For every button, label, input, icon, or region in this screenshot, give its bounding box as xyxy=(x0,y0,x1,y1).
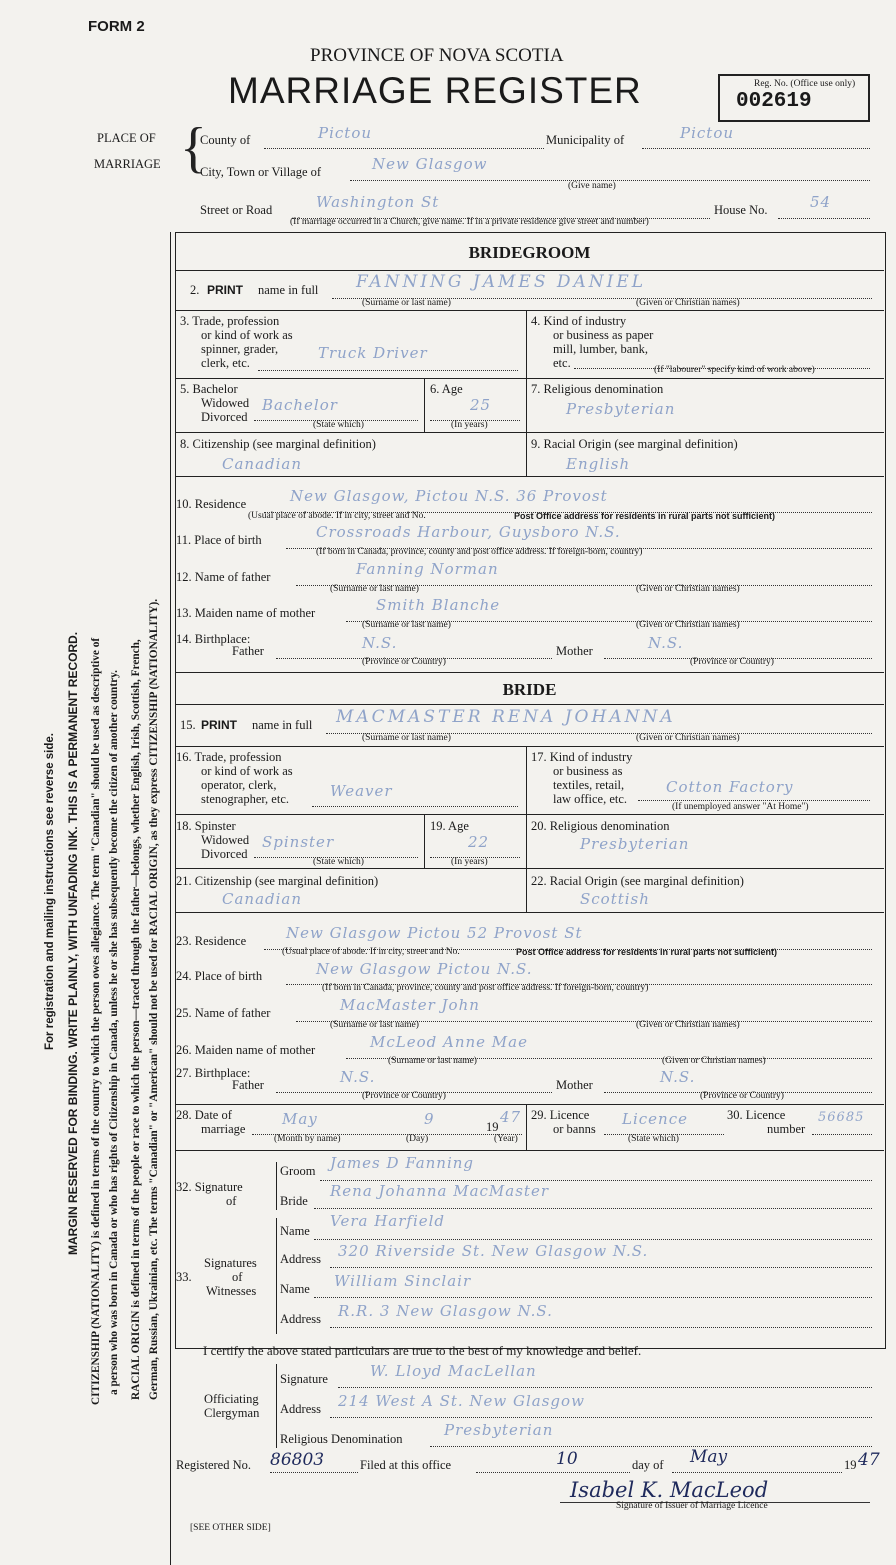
w1-address-label: Address xyxy=(280,1252,321,1266)
groom-citizenship: Canadian xyxy=(222,455,303,473)
f33-line3: Witnesses xyxy=(206,1284,257,1298)
municipality-value: Pictou xyxy=(680,124,735,142)
f3-line2: or kind of work as xyxy=(201,328,293,342)
f8-label: 8. Citizenship (see marginal definition) xyxy=(180,437,376,451)
f17-line1: 17. Kind of industry xyxy=(531,750,633,764)
groom-signature: James D Fanning xyxy=(330,1154,475,1172)
bride-racial-origin: Scottish xyxy=(580,890,650,908)
place-label-2: MARRIAGE xyxy=(94,157,161,171)
f18-line1: 18. Spinster xyxy=(176,819,236,833)
margin-note-binding: MARGIN RESERVED FOR BINDING. WRITE PLAINLY, WITH UNFADING INK. THIS IS A PERMANENT RECORD. xyxy=(66,631,80,1255)
groom-racial-origin: English xyxy=(566,455,631,473)
bride-mother-birthplace: N.S. xyxy=(660,1068,696,1086)
filed-year-prefix: 19 xyxy=(844,1458,857,1472)
f33-number: 33. xyxy=(176,1270,192,1284)
f13-label: 13. Maiden name of mother xyxy=(176,606,316,620)
f14-line2: Father xyxy=(232,644,264,658)
f4-line2: or business as paper xyxy=(553,328,654,342)
f11-note: (If born in Canada, province, county and post office address. If foreign-born, country) xyxy=(316,547,643,557)
f22-label: 22. Racial Origin (see marginal definition) xyxy=(531,874,744,888)
street-label: Street or Road xyxy=(200,203,273,217)
groom-state-which: (State which) xyxy=(313,420,364,430)
f30-line1: 30. Licence xyxy=(727,1108,786,1122)
groom-in-years: (In years) xyxy=(451,420,488,430)
margin-racial-1: RACIAL ORIGIN is defined in terms of the people or race to which the person—traced through the father—belongs, whether English, Irish, Scottish, French, xyxy=(130,639,142,1400)
f16-line3: operator, clerk, xyxy=(201,778,277,792)
marriage-day: 9 xyxy=(424,1110,435,1128)
issuer-signature: Isabel K. MacLeod xyxy=(570,1478,769,1502)
f14-prov-cap-2: (Province or Country) xyxy=(690,657,774,667)
binding-line xyxy=(170,232,171,1565)
f3-line4: clerk, etc. xyxy=(201,356,250,370)
province-heading: PROVINCE OF NOVA SCOTIA xyxy=(310,45,564,66)
f3-line3: spinner, grader, xyxy=(201,342,279,356)
f32-line2: of xyxy=(226,1194,237,1208)
f3-line1: 3. Trade, profession xyxy=(180,314,280,328)
licence-state-which: (State which) xyxy=(628,1134,679,1144)
filed-year: 47 xyxy=(858,1450,880,1470)
bride-marital-status: Spinster xyxy=(262,833,335,851)
filed-day: 10 xyxy=(556,1449,578,1469)
groom-name: FANNING JAMES DANIEL xyxy=(356,272,647,292)
f17-line3: textiles, retail, xyxy=(553,778,625,792)
f26-surname-cap: (Surname or last name) xyxy=(388,1056,477,1066)
f27-line2: Father xyxy=(232,1078,264,1092)
f23-label: 23. Residence xyxy=(176,934,247,948)
f16-line4: stenographer, etc. xyxy=(201,792,290,806)
off-address-label: Address xyxy=(280,1402,321,1416)
f13-surname-cap: (Surname or last name) xyxy=(362,620,451,630)
f27-prov-cap-1: (Province or Country) xyxy=(362,1091,446,1101)
licence-or-banns: Licence xyxy=(622,1110,688,1128)
f25-surname-cap: (Surname or last name) xyxy=(330,1020,419,1030)
bride-father-birthplace: N.S. xyxy=(340,1068,376,1086)
witness2-name: William Sinclair xyxy=(334,1272,472,1290)
see-other-side: [SEE OTHER SIDE] xyxy=(190,1523,271,1533)
f33-line1: Signatures xyxy=(204,1256,257,1270)
filed-label: Filed at this office xyxy=(360,1458,452,1472)
f6-label: 6. Age xyxy=(430,382,463,396)
f2-label: name in full xyxy=(258,283,319,297)
street-value: Washington St xyxy=(316,193,440,211)
city-value: New Glasgow xyxy=(372,155,488,173)
f29-line2: or banns xyxy=(553,1122,596,1136)
f14-prov-cap-1: (Province or Country) xyxy=(362,657,446,667)
f27-line1: 27. Birthplace: xyxy=(176,1066,251,1080)
f10-note: (Usual place of abode. If in city, street and No. xyxy=(248,511,426,521)
form-label: FORM 2 xyxy=(88,18,145,35)
officiant-signature: W. Lloyd MacLellan xyxy=(370,1362,537,1380)
bride-surname-cap: (Surname or last name) xyxy=(362,733,451,743)
groom-father-birthplace: N.S. xyxy=(362,634,398,652)
groom-mother-birthplace: N.S. xyxy=(648,634,684,652)
bride-religion: Presbyterian xyxy=(580,835,690,853)
place-note: (If marriage occurred in a Church, give name. If in a private residence give street and number) xyxy=(290,217,649,227)
groom-father: Fanning Norman xyxy=(356,560,499,578)
bride-trade: Weaver xyxy=(330,782,393,800)
bride-heading: BRIDE xyxy=(502,680,557,699)
certify-text: I certify the above stated particulars are true to the best of my knowledge and belief. xyxy=(203,1343,642,1358)
w1-name-label: Name xyxy=(280,1224,310,1238)
f4-line1: 4. Kind of industry xyxy=(531,314,627,328)
f12-surname-cap: (Surname or last name) xyxy=(330,584,419,594)
day-of-label: day of xyxy=(632,1458,664,1472)
groom-residence: New Glasgow, Pictou N.S. 36 Provost xyxy=(290,487,608,505)
day-caption: (Day) xyxy=(406,1134,429,1144)
groom-surname-cap: (Surname or last name) xyxy=(362,298,451,308)
groom-sig-label: Groom xyxy=(280,1164,316,1178)
f9-label: 9. Racial Origin (see marginal definition) xyxy=(531,437,738,451)
groom-trade: Truck Driver xyxy=(318,344,428,362)
f4-line4: etc. xyxy=(553,356,571,370)
f23-note-bold: Post Office address for residents in rural parts not sufficient) xyxy=(516,947,778,957)
f4-line3: mill, lumber, bank, xyxy=(553,342,648,356)
reg-number: 002619 xyxy=(736,90,812,113)
f26-given-cap: (Given or Christian names) xyxy=(662,1056,766,1066)
f18-line2: Widowed xyxy=(201,833,250,847)
f14-mother-label: Mother xyxy=(556,644,593,658)
officiating-line1: Officiating xyxy=(204,1392,259,1406)
bride-birthplace: New Glasgow Pictou N.S. xyxy=(316,960,533,978)
f30-line2: number xyxy=(767,1122,806,1136)
city-label: City, Town or Village of xyxy=(200,165,322,179)
county-label: County of xyxy=(200,133,251,147)
f11-label: 11. Place of birth xyxy=(176,533,262,547)
f23-note: (Usual place of abode. If in city, street and No. xyxy=(282,947,460,957)
officiant-address: 214 West A St. New Glasgow xyxy=(338,1392,585,1410)
county-value: Pictou xyxy=(318,124,373,142)
bride-residence: New Glasgow Pictou 52 Provost St xyxy=(286,924,583,942)
margin-note-mailing: For registration and mailing instructions see reverse side. xyxy=(44,733,56,1050)
f21-label: 21. Citizenship (see marginal definition) xyxy=(176,874,379,888)
bride-mother: McLeod Anne Mae xyxy=(370,1033,528,1051)
f13-given-cap: (Given or Christian names) xyxy=(636,620,740,630)
margin-citizenship-2: a person who was born in Canada or who has rights of Citizenship in Canada, unless he or she has subsequently become the citizen of another country. xyxy=(108,670,120,1395)
filed-month: May xyxy=(690,1447,728,1467)
f16-line1: 16. Trade, profession xyxy=(176,750,282,764)
f4-note: (If "labourer" specify kind of work above) xyxy=(654,365,815,375)
place-label-1: PLACE OF xyxy=(97,131,156,145)
f20-label: 20. Religious denomination xyxy=(531,819,670,833)
f5-line3: Divorced xyxy=(201,410,248,424)
municipality-label: Municipality of xyxy=(546,133,625,147)
bride-in-years: (In years) xyxy=(451,857,488,867)
f18-line3: Divorced xyxy=(201,847,248,861)
f32-line1: 32. Signature xyxy=(176,1180,243,1194)
marriage-year-prefix: 19 xyxy=(486,1120,499,1134)
f29-line1: 29. Licence xyxy=(531,1108,590,1122)
f2-number: 2. xyxy=(190,283,200,297)
f17-line2: or business as xyxy=(553,764,623,778)
bride-sig-label: Bride xyxy=(280,1194,308,1208)
bride-signature: Rena Johanna MacMaster xyxy=(330,1182,549,1200)
year-caption: (Year) xyxy=(494,1134,518,1144)
f2-print-label: PRINT xyxy=(207,283,243,297)
month-caption: (Month by name) xyxy=(274,1134,341,1144)
marriage-month: May xyxy=(282,1110,318,1128)
f27-mother-label: Mother xyxy=(556,1078,593,1092)
f10-label: 10. Residence xyxy=(176,497,247,511)
w2-name-label: Name xyxy=(280,1282,310,1296)
off-religion-label: Religious Denomination xyxy=(280,1432,403,1446)
groom-age: 25 xyxy=(470,396,492,414)
bridegroom-heading: BRIDEGROOM xyxy=(468,243,591,262)
marriage-year: 47 xyxy=(500,1108,522,1126)
bride-industry: Cotton Factory xyxy=(666,778,794,796)
issuer-caption: Signature of Issuer of Marriage Licence xyxy=(616,1501,768,1511)
bride-given-cap: (Given or Christian names) xyxy=(636,733,740,743)
off-signature-label: Signature xyxy=(280,1372,328,1386)
f5-line1: 5. Bachelor xyxy=(180,382,238,396)
f16-line2: or kind of work as xyxy=(201,764,293,778)
f7-label: 7. Religious denomination xyxy=(531,382,664,396)
f25-label: 25. Name of father xyxy=(176,1006,271,1020)
page-title: MARRIAGE REGISTER xyxy=(228,70,642,111)
f15-number: 15. xyxy=(180,718,196,732)
f5-line2: Widowed xyxy=(201,396,250,410)
f24-note: (If born in Canada, province, county and post office address. If foreign-born, country) xyxy=(322,983,649,993)
bride-name: MACMASTER RENA JOHANNA xyxy=(336,707,676,727)
w2-address-label: Address xyxy=(280,1312,321,1326)
house-value: 54 xyxy=(810,193,832,211)
f15-label: name in full xyxy=(252,718,313,732)
officiant-religion: Presbyterian xyxy=(444,1421,554,1439)
f17-note: (If unemployed answer "At Home") xyxy=(672,802,809,812)
f27-prov-cap-2: (Province or Country) xyxy=(700,1091,784,1101)
give-name-caption: (Give name) xyxy=(568,181,616,191)
bride-age: 22 xyxy=(468,833,490,851)
groom-given-cap: (Given or Christian names) xyxy=(636,298,740,308)
f24-label: 24. Place of birth xyxy=(176,969,263,983)
groom-birthplace: Crossroads Harbour, Guysboro N.S. xyxy=(316,523,621,541)
bride-citizenship: Canadian xyxy=(222,890,303,908)
f28-line1: 28. Date of xyxy=(176,1108,232,1122)
f12-given-cap: (Given or Christian names) xyxy=(636,584,740,594)
registered-number: 86803 xyxy=(270,1450,325,1470)
house-label: House No. xyxy=(714,203,768,217)
registered-label: Registered No. xyxy=(176,1458,251,1472)
licence-number: 56685 xyxy=(818,1110,865,1125)
f14-line1: 14. Birthplace: xyxy=(176,632,251,646)
f26-label: 26. Maiden name of mother xyxy=(176,1043,316,1057)
f19-label: 19. Age xyxy=(430,819,469,833)
officiating-line2: Clergyman xyxy=(204,1406,260,1420)
groom-marital-status: Bachelor xyxy=(262,396,338,414)
witness1-name: Vera Harfield xyxy=(330,1212,446,1230)
groom-religion: Presbyterian xyxy=(566,400,676,418)
f12-label: 12. Name of father xyxy=(176,570,271,584)
f17-line4: law office, etc. xyxy=(553,792,628,806)
bride-father: MacMaster John xyxy=(340,996,480,1014)
f10-note-bold: Post Office address for residents in rural parts not sufficient) xyxy=(514,511,776,521)
reg-number-label: Reg. No. (Office use only) xyxy=(754,79,856,89)
reg-number-box xyxy=(718,74,870,122)
witness1-address: 320 Riverside St. New Glasgow N.S. xyxy=(338,1242,649,1260)
f28-line2: marriage xyxy=(201,1122,246,1136)
brace: { xyxy=(180,117,207,179)
bride-state-which: (State which) xyxy=(313,857,364,867)
witness2-address: R.R. 3 New Glasgow N.S. xyxy=(338,1302,553,1320)
f15-print-label: PRINT xyxy=(201,718,237,732)
groom-mother: Smith Blanche xyxy=(376,596,501,614)
f25-given-cap: (Given or Christian names) xyxy=(636,1020,740,1030)
f33-line2: of xyxy=(232,1270,243,1284)
margin-citizenship-1: CITIZENSHIP (NATIONALITY) is defined in terms of the country to which the person owes allegiance. The term "Canadian" should be used as descriptive of xyxy=(90,637,102,1405)
margin-racial-2: German, Russian, Ukrainian, etc. The terms "Canadian" or "American" should not be used for RACIAL ORIGIN, as they express CITIZENSHIP (NATIONALITY). xyxy=(148,598,160,1400)
